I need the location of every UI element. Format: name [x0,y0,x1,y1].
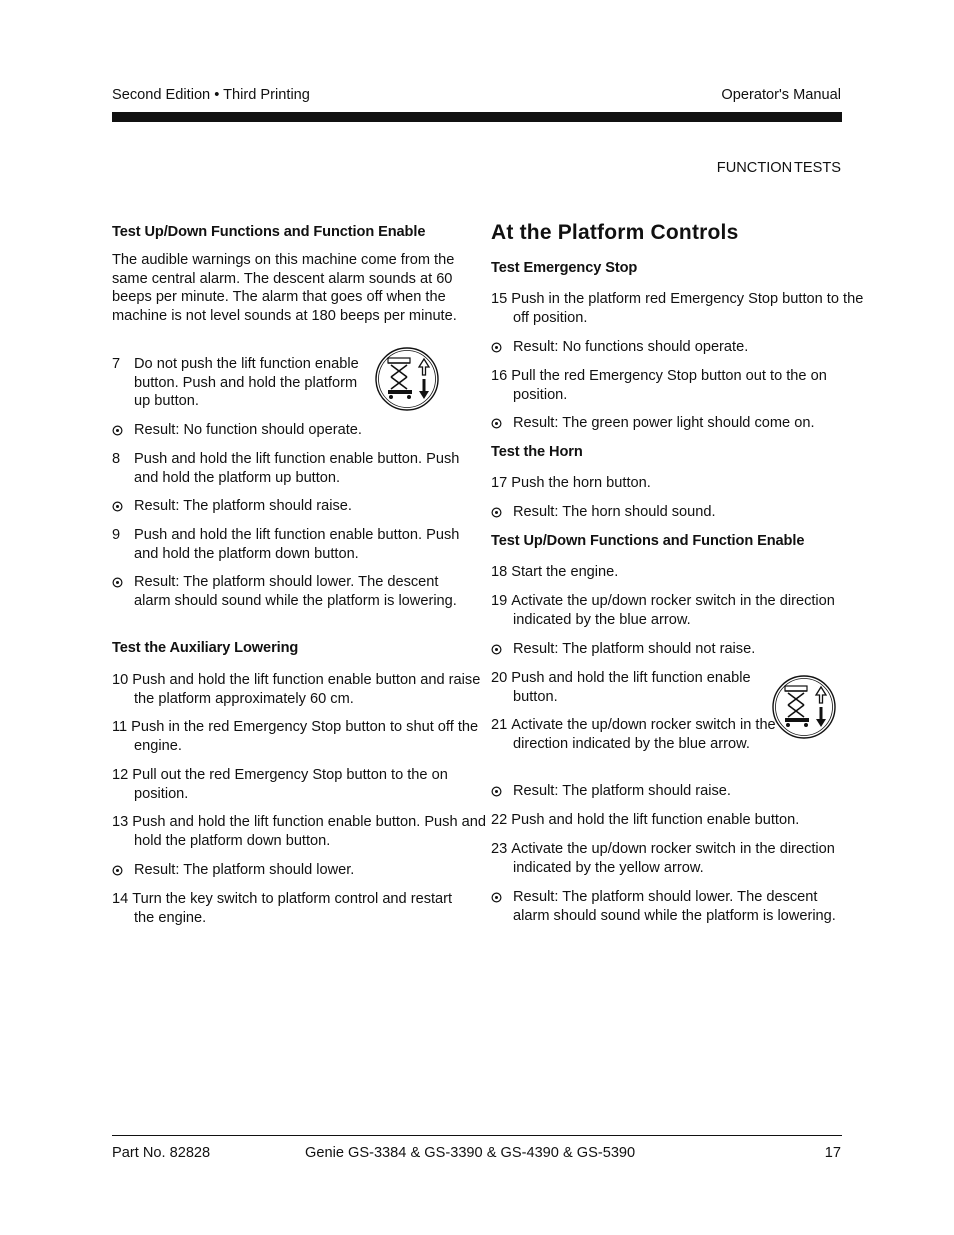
step-text: Activate the up/down rocker switch in the direction indicated by the blue arrow. [511,717,776,752]
step-text: Push and hold the lift function enable button. [511,670,751,705]
step-text: Do not push the lift function enable button. Push and hold the platform up button. [134,356,359,410]
result-text: Result: The platform should lower. The descent alarm should sound while the platform is lowering. [513,889,836,924]
result-17 [491,503,843,522]
result-target-icon [491,786,502,797]
footer-model: Genie GS-3384 & GS-3390 & GS-4390 & GS-5390 [305,1145,636,1161]
step-text: Push in the platform red Emergency Stop button to the off position. [511,291,864,326]
step-12 [112,766,486,803]
step-number: 19 [491,593,508,609]
step-text: Push in the red Emergency Stop button to shut off the engine. [131,719,479,754]
step-8 [112,450,486,487]
step-text: Push and hold the lift function enable button. Push and hold the platform up button. [134,451,460,486]
step-18 [491,563,865,582]
step-text: Turn the key switch to platform control and restart the engine. [132,891,453,926]
step-text: Push and hold the lift function enable button and raise the platform approximately 60 cm. [132,672,481,707]
step-number: 13 [112,814,129,830]
step-21 [491,716,778,753]
result-text: Result: The platform should lower. [134,862,355,878]
page-title: At the Platform Controls [491,221,739,244]
lift-function-enable-icon [771,673,837,741]
step-number: 11 [112,719,128,735]
heading-auxiliary-lowering: Test the Auxiliary Lowering [112,640,299,656]
step-number: 17 [491,475,508,491]
result-target-icon [112,425,123,436]
step-text: Pull the red Emergency Stop button out to the on position. [511,368,827,403]
step-number: 16 [491,368,508,384]
header-edition: Second Edition • Third Printing [112,87,310,103]
header-rule [112,112,842,122]
result-target-icon [491,418,502,429]
result-9 [112,573,464,610]
heading-test-up-down-right: Test Up/Down Functions and Function Enable [491,533,805,549]
result-19 [491,640,843,659]
step-23 [491,840,843,877]
result-text: Result: No function should operate. [134,422,362,438]
heading-test-emergency-stop: Test Emergency Stop [491,260,638,276]
header-manual-title: Operator's Manual [721,87,841,103]
step-text: Push and hold the lift function enable button. Push and hold the platform down button. [134,527,460,562]
lift-function-enable-icon [374,345,440,413]
step-17 [491,474,865,493]
result-target-icon [491,892,502,903]
result-8 [112,497,464,516]
footer-part-number: Part No. 82828 [112,1145,211,1161]
step-text: Push and hold the lift function enable button. [511,812,800,828]
step-number: 14 [112,891,129,907]
step-14 [112,890,464,927]
step-11 [112,718,486,755]
heading-test-horn: Test the Horn [491,444,583,460]
result-target-icon [491,644,502,655]
result-text: Result: The platform should raise. [134,498,352,514]
step-number: 22 [491,812,508,828]
section-label: FUNCTION TESTS [716,160,841,176]
result-target-icon [491,342,502,353]
step-number: 18 [491,564,508,580]
result-target-icon [491,507,502,518]
step-number: 15 [491,291,508,307]
result-16 [491,414,853,433]
step-20 [491,669,753,706]
step-text: Activate the up/down rocker switch in the direction indicated by the blue arrow. [511,593,835,628]
footer-rule [112,1135,842,1136]
step-number: 21 [491,717,508,733]
step-9 [112,526,486,563]
step-13 [112,813,486,850]
result-text: Result: The green power light should come on. [513,415,815,431]
footer-page-number: 17 [824,1145,841,1161]
result-target-icon [112,501,123,512]
result-target-icon [112,577,123,588]
step-text: Activate the up/down rocker switch in the direction indicated by the yellow arrow. [511,841,835,876]
step-number: 12 [112,767,129,783]
step-number: 8 [112,451,121,467]
result-7 [112,421,464,440]
step-number: 9 [112,527,121,543]
step-text: Push and hold the lift function enable button. Push and hold the platform down button. [132,814,486,849]
result-text: Result: The platform should raise. [513,783,731,799]
step-text: Push the horn button. [511,475,651,491]
result-text: Result: No functions should operate. [513,339,749,355]
result-text: Result: The platform should not raise. [513,641,756,657]
result-text: Result: The horn should sound. [513,504,716,520]
step-15 [491,290,865,327]
step-number: 20 [491,670,508,686]
step-22 [491,811,865,830]
step-16 [491,367,865,404]
step-number: 23 [491,841,508,857]
step-7 [112,355,374,411]
result-target-icon [112,865,123,876]
result-21 [491,782,843,801]
result-15 [491,338,843,357]
step-text: Start the engine. [511,564,619,580]
result-13 [112,861,464,880]
intro-paragraph: The audible warnings on this machine come from the same central alarm. The descent alarm sounds at 60 beeps per minute. The alarm that goes off when the machine is not level sounds at 180 beeps per minute. [112,252,457,324]
heading-test-up-down-left: Test Up/Down Functions and Function Enable [112,224,426,240]
step-19 [491,592,843,629]
step-number: 7 [112,356,121,372]
step-10 [112,671,486,708]
result-23 [491,888,843,925]
step-number: 10 [112,672,129,688]
result-text: Result: The platform should lower. The descent alarm should sound while the platform is lowering. [134,574,457,609]
step-text: Pull out the red Emergency Stop button to the on position. [132,767,448,802]
